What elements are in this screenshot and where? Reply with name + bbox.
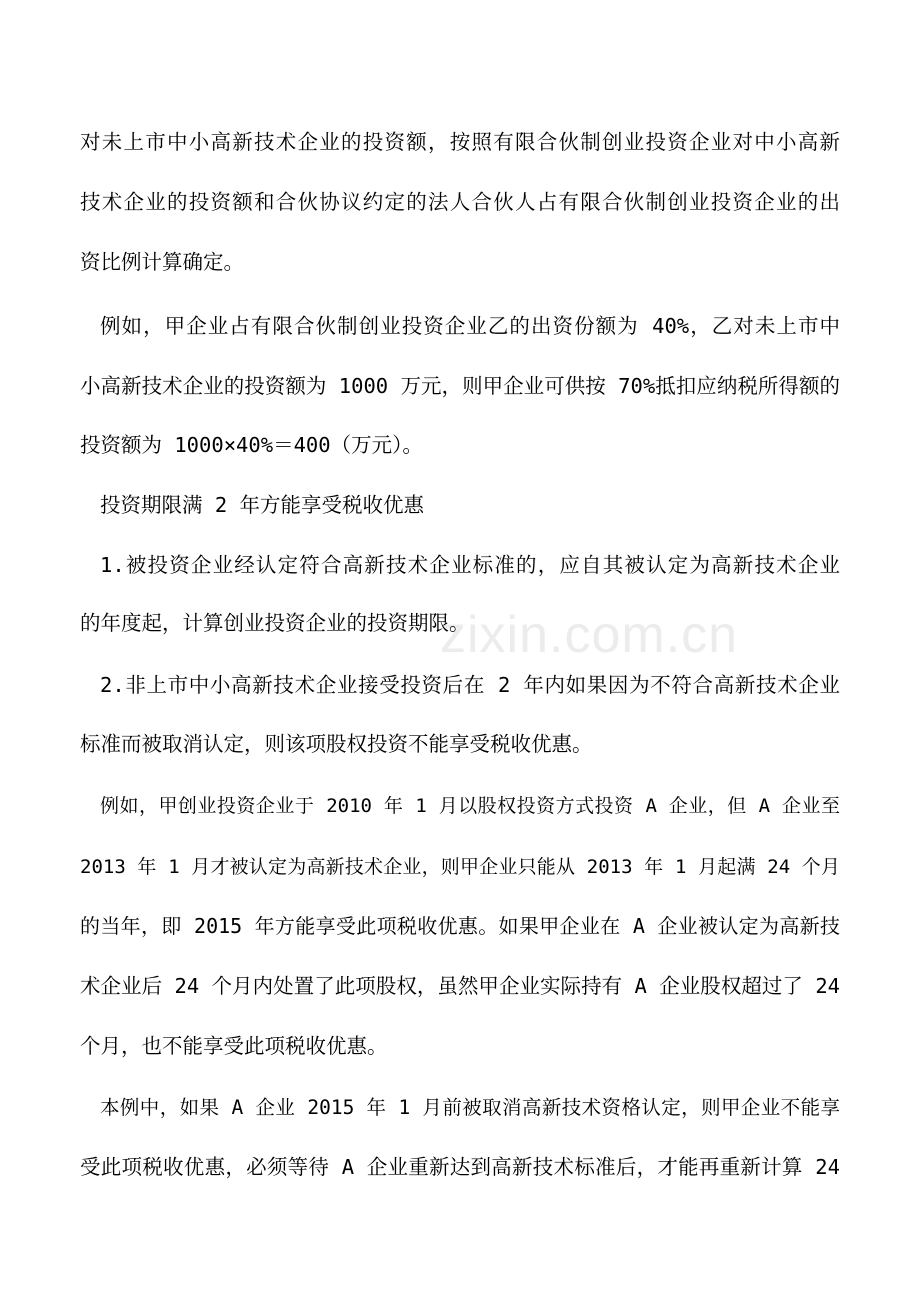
text-line: 小高新技术企业的投资额为 1000 万元，则甲企业可供按 70%抵扣应纳税所得额的 <box>80 374 840 398</box>
text-line: 例如，甲创业投资企业于 2010 年 1 月以股权投资方式投资 A 企业，但 A 企业至 <box>100 795 840 817</box>
text-line: 技术企业的投资额和合伙协议约定的法人合伙人占有限合伙制创业投资企业的出 <box>80 190 840 214</box>
text-line: 对未上市中小高新技术企业的投资额，按照有限合伙制创业投资企业对中小高新 <box>80 130 840 154</box>
text-line: 2.非上市中小高新技术企业接受投资后在 2 年内如果因为不符合高新技术企业 <box>100 673 840 697</box>
text-line: 个月，也不能享受此项税收优惠。 <box>80 1034 388 1058</box>
section-heading: 投资期限满 2 年方能享受税收优惠 <box>100 493 425 517</box>
text-line: 标准而被取消认定，则该项股权投资不能享受税收优惠。 <box>80 732 593 756</box>
text-line: 资比例计算确定。 <box>80 250 244 274</box>
watermark: zixin.com.cn <box>440 606 739 664</box>
text-line: 的年度起，计算创业投资企业的投资期限。 <box>80 611 470 635</box>
text-line: 的当年，即 2015 年方能享受此项税收优惠。如果甲企业在 A 企业被认定为高新技 <box>80 914 840 938</box>
text-line: 例如，甲企业占有限合伙制创业投资企业乙的出资份额为 40%，乙对未上市中 <box>100 314 840 338</box>
text-line: 本例中，如果 A 企业 2015 年 1 月前被取消高新技术资格认定，则甲企业不能享 <box>100 1096 840 1119</box>
text-line: 受此项税收优惠，必须等待 A 企业重新达到高新技术标准后，才能再重新计算 24 <box>80 1155 840 1179</box>
text-line: 术企业后 24 个月内处置了此项股权，虽然甲企业实际持有 A 企业股权超过了 24 <box>80 974 840 998</box>
text-line: 投资额为 1000×40%＝400（万元）。 <box>80 433 423 457</box>
text-line: 2013 年 1 月才被认定为高新技术企业，则甲企业只能从 2013 年 1 月起满 24 个月 <box>80 856 840 878</box>
text-line: 1.被投资企业经认定符合高新技术企业标准的，应自其被认定为高新技术企业 <box>100 553 840 577</box>
